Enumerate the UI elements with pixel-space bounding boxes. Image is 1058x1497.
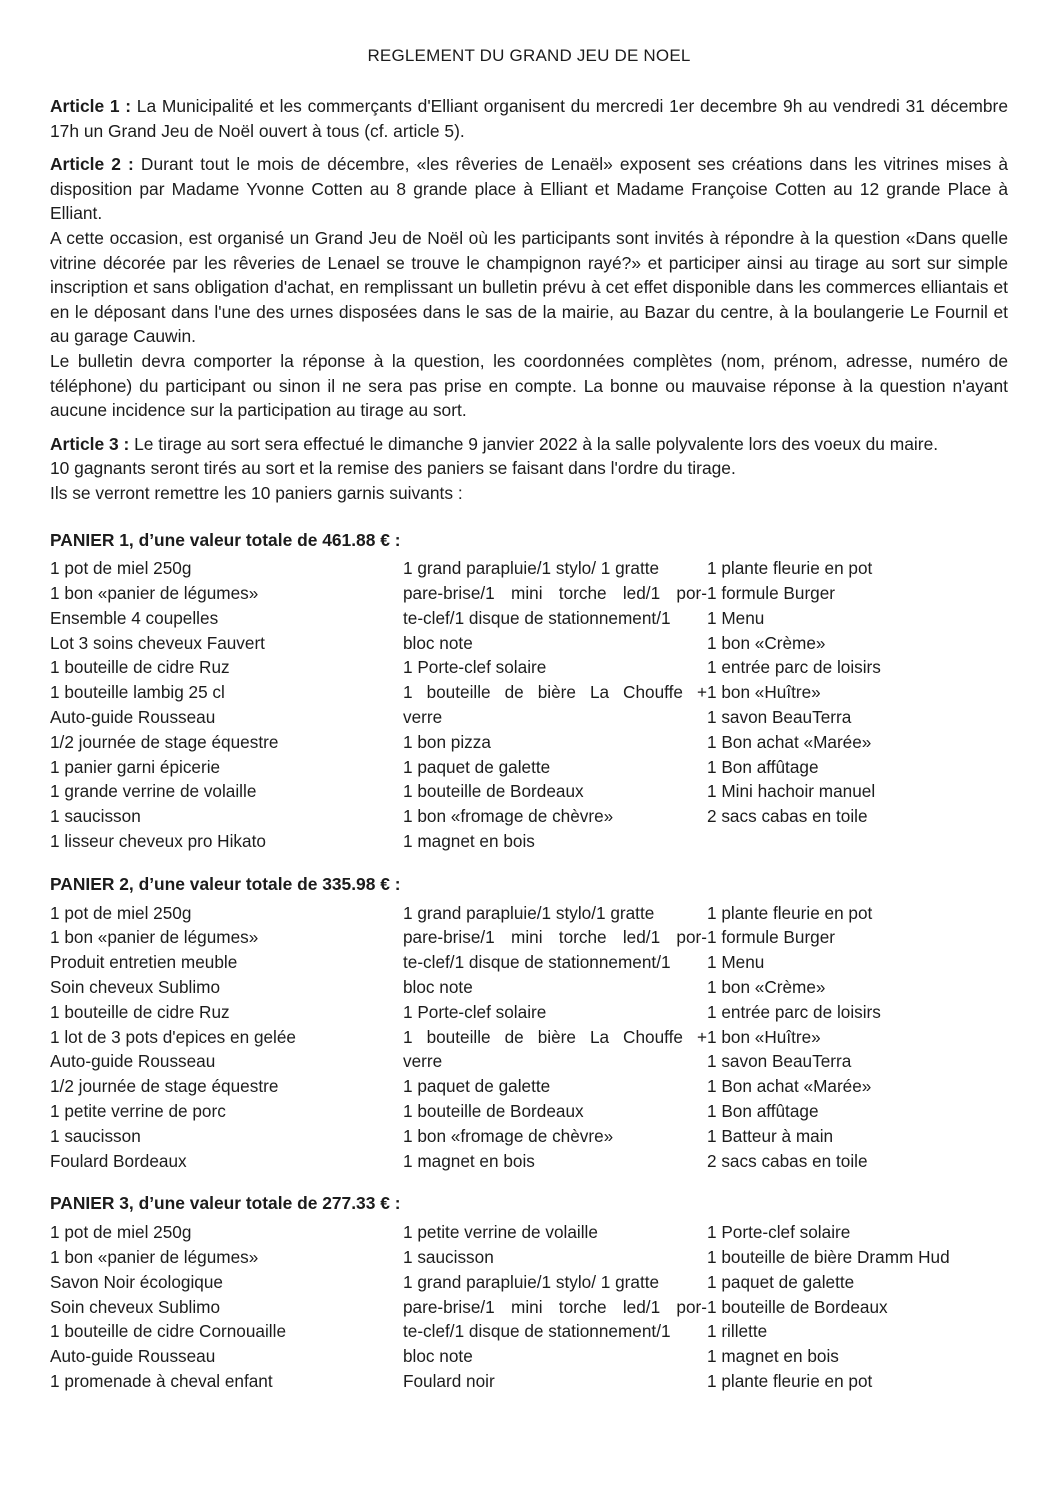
panier-item: 1 entrée parc de loisirs [707, 657, 881, 678]
panier-items [50, 901, 1008, 1174]
article-3-label: Article 3 : [50, 433, 130, 454]
panier-item: 1 magnet en bois [403, 831, 535, 852]
article-3-paragraph-2: 10 gagnants seront tirés au sort et la remise des paniers se faisant dans l'ordre du tirage. [50, 458, 736, 479]
panier-3 [50, 1191, 1008, 1393]
panier-item: 1 paquet de galette [403, 756, 551, 777]
article-2-paragraph-1 [50, 152, 1008, 226]
panier-item: pare-brise/1 mini torche led/1 por- [403, 927, 707, 948]
panier-item: 1 promenade à cheval enfant [50, 1371, 273, 1391]
panier-item: 1 bon «Huître» [707, 1026, 821, 1047]
panier-column-3 [707, 901, 1007, 1174]
document-title: REGLEMENT DU GRAND JEU DE NOEL [367, 46, 691, 65]
panier-item: Foulard Bordeaux [50, 1150, 187, 1171]
panier-column-3 [707, 1220, 1007, 1394]
article-2-body-1: Durant tout le mois de décembre, «les rêveries de Lenaël» exposent ses créations dans les vitrines mises à disposition par Madame Yvonne Cotten au 8 grande place à Elliant et Madame Françoise Cotten au 12 grande Place à Elliant. [50, 154, 1008, 224]
panier-item: 1 panier garni épicerie [50, 756, 221, 777]
panier-item: Ensemble 4 coupelles [50, 607, 219, 628]
panier-item: 1 bon «Crème» [707, 977, 826, 998]
panier-item: Soin cheveux Sublimo [50, 1296, 221, 1317]
panier-item: 1 bouteille de bière La Chouffe + [403, 1026, 707, 1047]
article-1-label: Article 1 : [50, 96, 132, 116]
panier-item: 1 bon «panier de légumes» [50, 583, 259, 604]
paniers-list [50, 528, 1008, 1394]
panier-item: 1 bouteille de Bordeaux [707, 1296, 888, 1317]
panier-item: 1 lot de 3 pots d'epices en gelée [50, 1026, 296, 1047]
panier-item: 1 plante fleurie en pot [707, 1371, 873, 1391]
panier-item: Foulard noir [403, 1371, 495, 1391]
panier-item: 1 pot de miel 250g [50, 558, 192, 579]
panier-item: 1 Menu [707, 952, 765, 973]
panier-item: pare-brise/1 mini torche led/1 por- [403, 1296, 707, 1317]
panier-item: 1 Bon achat «Marée» [707, 731, 872, 752]
panier-item: te-clef/1 disque de stationnement/1 [403, 952, 671, 973]
panier-item: 1 bouteille de Bordeaux [403, 1101, 584, 1122]
panier-item: 1 formule Burger [707, 583, 836, 604]
panier-item: 1 pot de miel 250g [50, 1222, 192, 1243]
panier-item: verre [403, 1051, 443, 1072]
panier-item: 1 Porte-clef solaire [403, 1001, 547, 1022]
panier-item: 1 bon pizza [403, 731, 491, 752]
panier-item: Auto-guide Rousseau [50, 1051, 216, 1072]
panier-item: 1 saucisson [403, 1247, 494, 1268]
panier-item: bloc note [403, 632, 473, 653]
panier-item: 1/2 journée de stage équestre [50, 731, 279, 752]
panier-item: 2 sacs cabas en toile [707, 1150, 868, 1171]
panier-item: 1 bon «fromage de chèvre» [403, 1125, 614, 1146]
panier-title: PANIER 1, d’une valeur totale de 461.88 € : [50, 529, 401, 550]
panier-item: 1 petite verrine de volaille [403, 1222, 598, 1243]
panier-item: 1 Bon affûtage [707, 1101, 819, 1122]
panier-column-1 [50, 556, 403, 854]
panier-item: 1 petite verrine de porc [50, 1101, 226, 1122]
panier-item: 1 lisseur cheveux pro Hikato [50, 831, 266, 852]
panier-2 [50, 872, 1008, 1174]
panier-1 [50, 528, 1008, 854]
panier-item: 1 Bon affûtage [707, 756, 819, 777]
panier-item: 1/2 journée de stage équestre [50, 1076, 279, 1097]
panier-item: 1 saucisson [50, 1125, 141, 1146]
panier-item: 1 Porte-clef solaire [403, 657, 547, 678]
panier-item: 1 bon «fromage de chèvre» [403, 806, 614, 827]
panier-item: 1 entrée parc de loisirs [707, 1001, 881, 1022]
panier-item: 1 bon «Crème» [707, 632, 826, 653]
panier-item: te-clef/1 disque de stationnement/1 [403, 1321, 671, 1342]
panier-item: 1 grand parapluie/1 stylo/1 gratte [403, 902, 655, 923]
panier-item: pare-brise/1 mini torche led/1 por- [403, 583, 707, 604]
article-1-text [50, 94, 1008, 143]
article-1-body: La Municipalité et les commerçants d'Elliant organisent du mercredi 1er decembre 9h au vendredi 31 décembre 17h un Grand Jeu de Noël ouvert à tous (cf. article 5). [50, 96, 1008, 141]
panier-item: bloc note [403, 977, 473, 998]
panier-item: Lot 3 soins cheveux Fauvert [50, 632, 265, 653]
article-2 [50, 152, 1008, 423]
panier-item: 1 magnet en bois [707, 1346, 839, 1367]
article-2-paragraph-2: A cette occasion, est organisé un Grand Jeu de Noël où les participants sont invités à répondre à la question «Dans quelle vitrine décorée par les rêveries de Lenael se trouve le champignon rayé?» et participer ainsi au tirage au sort sur simple inscription et sans obligation d'achat, en remplissant un bulletin prévu à cet effet disponible dans les commerces elliantais et en le déposant dans l'une des urnes disposées dans le sas de la mairie, au Bazar du centre, à la boulangerie Le Fournil et au garage Cauwin. [50, 227, 1008, 347]
panier-item: 1 paquet de galette [403, 1076, 551, 1097]
article-2-label: Article 2 : [50, 154, 134, 175]
panier-item: 1 grand parapluie/1 stylo/ 1 gratte [403, 558, 660, 579]
panier-title: PANIER 3, d’une valeur totale de 277.33 € : [50, 1193, 401, 1214]
panier-item: 1 bouteille de cidre Cornouaille [50, 1321, 287, 1342]
panier-item: 1 paquet de galette [707, 1271, 855, 1292]
panier-item: 1 bon «panier de légumes» [50, 1247, 259, 1268]
panier-item: 1 bouteille de cidre Ruz [50, 1001, 230, 1022]
panier-column-2 [403, 556, 707, 854]
panier-item: 1 bon «panier de légumes» [50, 927, 259, 948]
panier-item: Auto-guide Rousseau [50, 707, 216, 728]
panier-item: 1 bouteille de Bordeaux [403, 781, 584, 802]
panier-item: verre [403, 707, 443, 728]
panier-item: 1 bouteille de cidre Ruz [50, 657, 230, 678]
panier-item: 1 savon BeauTerra [707, 1051, 852, 1072]
panier-item: 1 formule Burger [707, 927, 836, 948]
panier-item: 1 savon BeauTerra [707, 707, 852, 728]
panier-item: 1 Porte-clef solaire [707, 1222, 851, 1243]
article-2-paragraph-3: Le bulletin devra comporter la réponse à la question, les coordonnées complètes (nom, prénom, adresse, numéro de téléphone) du participant ou sinon il ne sera pas prise en compte. La bonne ou mauvaise réponse à la question n'ayant aucune incidence sur la participation au tirage au sort. [50, 350, 1008, 421]
article-1 [50, 94, 1008, 143]
article-3-paragraph-3: Ils se verront remettre les 10 paniers garnis suivants : [50, 482, 463, 503]
panier-item: 1 bouteille de bière La Chouffe + [403, 682, 707, 703]
document-page [50, 46, 1008, 1412]
panier-items [50, 1220, 1008, 1394]
panier-item: 1 saucisson [50, 806, 141, 827]
panier-item: Produit entretien meuble [50, 952, 238, 973]
panier-item: 1 bon «Huître» [707, 682, 821, 703]
panier-item: 1 plante fleurie en pot [707, 558, 873, 579]
panier-item: 1 rillette [707, 1321, 768, 1342]
panier-item: 2 sacs cabas en toile [707, 806, 868, 827]
panier-item: Auto-guide Rousseau [50, 1346, 216, 1367]
panier-item: Savon Noir écologique [50, 1271, 223, 1292]
panier-title: PANIER 2, d’une valeur totale de 335.98 € : [50, 873, 401, 894]
panier-column-1 [50, 901, 403, 1174]
panier-item: te-clef/1 disque de stationnement/1 [403, 607, 671, 628]
panier-column-2 [403, 901, 707, 1174]
panier-column-2 [403, 1220, 707, 1394]
panier-item: Soin cheveux Sublimo [50, 977, 221, 998]
panier-item: 1 bouteille de bière Dramm Hud [707, 1247, 950, 1268]
panier-item: bloc note [403, 1346, 473, 1367]
panier-item: 1 bouteille lambig 25 cl [50, 682, 225, 703]
panier-item: 1 grand parapluie/1 stylo/ 1 gratte [403, 1271, 660, 1292]
panier-item: 1 grande verrine de volaille [50, 781, 257, 802]
article-3-body-1: Le tirage au sort sera effectué le dimanche 9 janvier 2022 à la salle polyvalente lors des voeux du maire. [129, 433, 939, 454]
panier-column-3 [707, 556, 1007, 854]
panier-item: 1 Menu [707, 607, 765, 628]
panier-item: 1 Bon achat «Marée» [707, 1076, 872, 1097]
article-3 [50, 432, 1008, 506]
panier-items [50, 556, 1008, 854]
panier-item: 1 Mini hachoir manuel [707, 781, 876, 802]
article-3-paragraph-1 [50, 432, 1008, 457]
panier-item: 1 Batteur à main [707, 1125, 834, 1146]
panier-item: 1 plante fleurie en pot [707, 902, 873, 923]
panier-item: 1 pot de miel 250g [50, 902, 192, 923]
panier-item: 1 magnet en bois [403, 1150, 535, 1171]
panier-column-1 [50, 1220, 403, 1394]
